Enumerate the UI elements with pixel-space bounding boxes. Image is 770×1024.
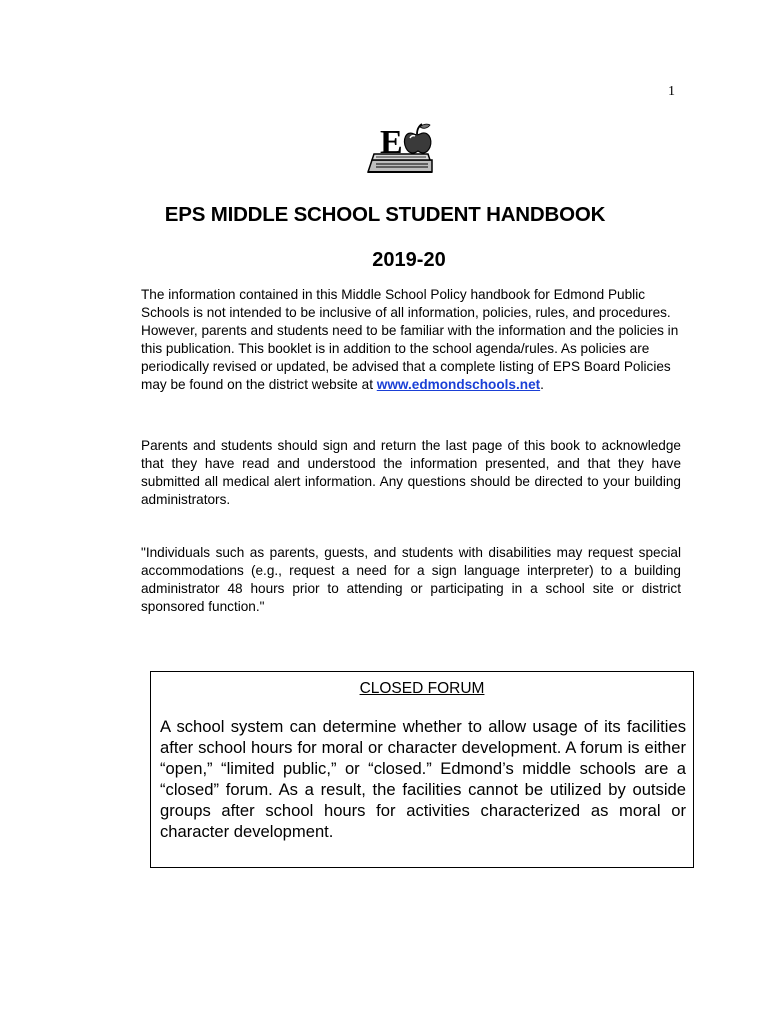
sign-notice-paragraph: Parents and students should sign and return the last page of this book to acknowledge that they have read and understood the information presented, and that they have submitted all medical alert information. Any questions should be directed to your building administrators. bbox=[141, 438, 681, 507]
eps-logo bbox=[366, 116, 438, 174]
page-number: 1 bbox=[668, 84, 675, 99]
logo-letter: E bbox=[380, 124, 403, 161]
intro-text-end: . bbox=[540, 377, 544, 392]
district-website-link[interactable]: www.edmondschools.net bbox=[376, 377, 541, 392]
intro-paragraph bbox=[141, 286, 681, 394]
document-year: 2019-20 bbox=[372, 249, 446, 271]
closed-forum-text: A school system can determine whether to allow usage of its facilities after school hours for moral or character development. A forum is either “open,” “limited public,” or “closed.” Edmond’s middle schools are a “closed” forum. As a result, the facilities cannot be utilized by outside groups after school hours for activities characterized as moral or character development. bbox=[160, 717, 686, 841]
intro-text: The information contained in this Middle School Policy handbook for Edmond Public Schools is not intended to be inclusive of all information, policies, rules, and procedures. However, parents and students need to be familiar with the information and the policies in this publication. This booklet is in addition to the school agenda/rules. As policies are periodically revised or updated, be advised that a complete listing of EPS Board Policies may be found on the district website at bbox=[141, 287, 679, 392]
document-title: EPS MIDDLE SCHOOL STUDENT HANDBOOK bbox=[164, 203, 606, 226]
accommodations-paragraph: "Individuals such as parents, guests, and students with disabilities may request special accommodations (e.g., request a need for a sign language interpreter) to a building administrator 48 hours prior to attending or participating in a school site or district sponsored function." bbox=[141, 545, 681, 614]
closed-forum-heading: CLOSED FORUM bbox=[359, 680, 485, 697]
apple-icon bbox=[404, 124, 430, 153]
